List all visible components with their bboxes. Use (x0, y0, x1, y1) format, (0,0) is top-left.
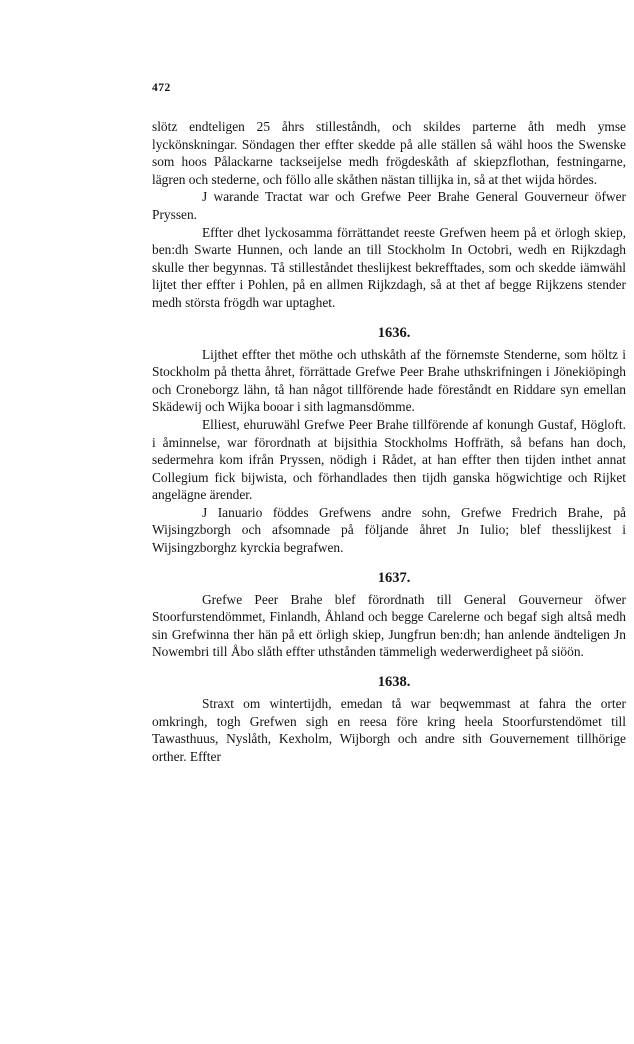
paragraph-truce-celebration: slötz endteligen 25 åhrs stilleståndh, och skildes parterne åth medh ymse lyckönskningar. Söndagen ther effter skedde på alle ställen så wähl hoos the Swenske som hoos Pålackarne tackseijelse medh frögdeskåth af skiepzflothan, festningarne, lägren och stederne, och föllo alle skåthen nästan tillijka in, så at thet wijda hördes. (152, 119, 626, 187)
year-heading-1638: 1638. (377, 674, 411, 691)
text-block (152, 118, 626, 765)
year-heading-1637: 1637. (377, 569, 411, 586)
paragraph-1636-council: Elliest, ehuruwähl Grefwe Peer Brahe tillförende af konungh Gustaf, Högloft. i åminnelse, war förordnath at bijsithia Stockholms Hoffräth, så befans han doch, sedermehra kom ifrån Pryssen, nödigh i Rådet, at han effter then tijden inthet annat Collegium fick bijwista, och förhandlades then tijdh ganska högwichtige och Rijket angelägne ärender. (152, 416, 626, 503)
paragraph-1636-conscription: Lijthet effter thet möthe och uthskåth af the förnemste Stenderne, som höltz i Stockholm på thetta åhret, förrättade Grefwe Peer Brahe uthskrifningen i Jönekiöpingh och Croneborgz lähn, tå han något tillförende hade föreståndt en Riddare syn emellan Skädewij och Wijka booar i sith lagmansdömme. (152, 346, 626, 415)
paragraph-1637-governor-finland: Grefwe Peer Brahe blef förordnath till General Gouverneur öfwer Stoorfurstendömmet, Finlandh, Åhland och begge Carelerne och begaf sigh altså medh sin Grefwinna ther hän på ett örligh skiep, Jungfrun ben:dh; han anlende ändteligen Jn Nowembri till Åbo slåth effter uthstånden tämmeligh wederwerdigheet på siöön. (152, 591, 626, 660)
year-heading-1636: 1636. (377, 324, 411, 341)
page-number: 472 (152, 82, 171, 94)
paragraph-1638-journey: Straxt om wintertijdh, emedan tå war beqwemmast at fahra the orter omkringh, togh Grefwen sigh en reesa före kring heela Stoorfurstendömet till Tawasthuus, Nyslåth, Kexholm, Wijborgh och andre sith Gouvernement tillhörige orther. Effter (152, 696, 626, 764)
paragraph-1636-son-born: J Ianuario föddes Grefwens andre sohn, Grefwe Fredrich Brahe, på Wijsingzborgh och afsomnade på följande åhret Jn Iulio; blef thesslijkest i Wijsingzborghz kyrckia begrafwen. (152, 504, 626, 556)
paragraph-return-stockholm: Effter dhet lyckosamma förrättandet reeste Grefwen heem på et örlogh skiep, ben:dh Swarte Hunnen, och lande an till Stockholm In Octobri, wedh en Rijkzdagh skulle ther begynnas. Tå stilleståndet theslijkest bekrefftades, som och skedde iämwähl lijtet ther effter i Pohlen, på en allmen Rijkzdagh, så at thet af begge Rijkzens stender medh största frögdh war uptaghet. (152, 224, 626, 310)
paragraph-governor-prussia: J warande Tractat war och Grefwe Peer Brahe General Gouverneur öfwer Pryssen. (152, 189, 626, 222)
